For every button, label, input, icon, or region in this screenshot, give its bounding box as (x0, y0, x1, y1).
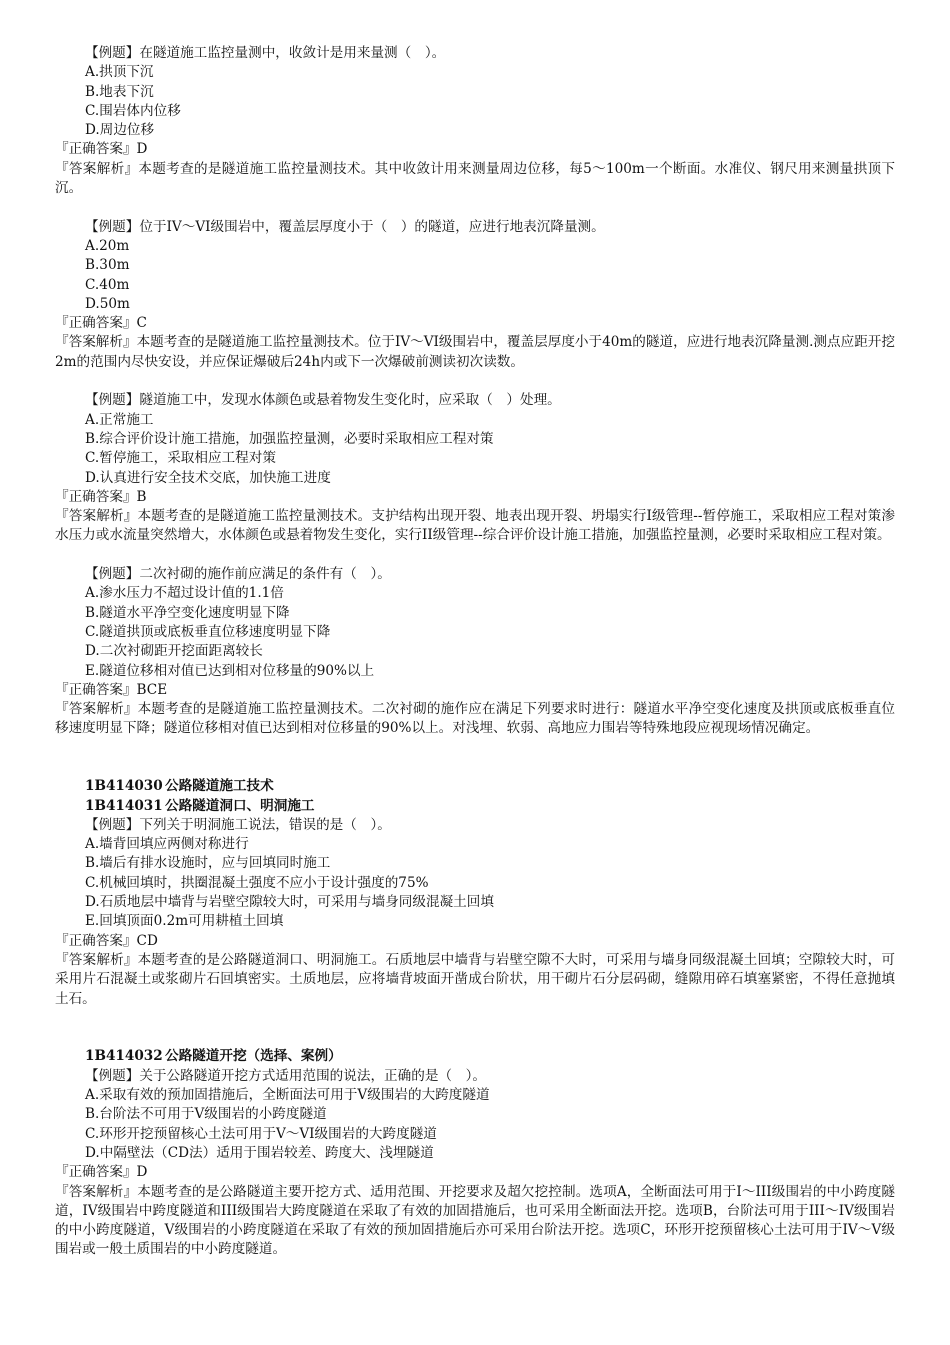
section-title: 公路隧道施工技术 (165, 778, 274, 795)
correct-answer: 『正确答案』B (55, 488, 147, 505)
option-a: A.拱顶下沉 (85, 64, 154, 81)
option-c: C.围岩体内位移 (85, 102, 181, 119)
section-heading (55, 777, 895, 796)
question-stem: 【例题】隧道施工中，发现水体颜色或悬着物发生变化时，应采取（ ）处理。 (85, 392, 561, 409)
option-d: D.认真进行安全技术交底，加快施工进度 (85, 469, 331, 486)
option-d: D.周边位移 (85, 122, 155, 139)
question-block (55, 44, 895, 198)
option-a: A.渗水压力不超过设计值的1.1倍 (85, 585, 284, 602)
option-e: E.隧道位移相对值已达到相对位移量的90%以上 (85, 662, 375, 679)
subsection-title: 公路隧道洞口、明洞施工 (165, 797, 315, 814)
answer-analysis: 『答案解析』本题考查的是公路隧道主要开挖方式、适用范围、开挖要求及超欠挖控制。选项A，全断面法可用于I～III级围岩的中小跨度隧道，IV级围岩中跨度隧道和III级围岩大跨度隧道在采取了有效的加固措施后，也可采用全断面法开挖。选项B，台阶法可用于III～IV级围岩的中小跨度隧道，V级围岩的小跨度隧道在采取了有效的预加固措施后亦可采用台阶法开挖。选项C，环形开挖预留核心土法可用于IV～V级围岩或一般土质围岩的中小跨度隧道。 (55, 1183, 895, 1258)
correct-answer: 『正确答案』D (55, 1164, 148, 1181)
option-d: D.中隔壁法（CD法）适用于围岩较差、跨度大、浅埋隧道 (85, 1144, 434, 1161)
option-b: B.墙后有排水设施时，应与回填同时施工 (85, 855, 331, 872)
option-b: B.隧道水平净空变化速度明显下降 (85, 604, 290, 621)
subsection-title: 公路隧道开挖（选择、案例） (165, 1048, 342, 1065)
answer-analysis: 『答案解析』本题考查的是隧道施工监控量测技术。位于IV～VI级围岩中，覆盖层厚度小于40m的隧道，应进行地表沉降量测.测点应距开挖2m的范围内尽快安设，并应保证爆破后24h内或下一次爆破前测读初次读数。 (55, 334, 895, 370)
option-c: C.机械回填时，拱圈混凝土强度不应小于设计强度的75% (85, 874, 429, 891)
document-page (55, 44, 895, 1260)
option-d: D.石质地层中墙背与岩壁空隙较大时，可采用与墙身同级混凝土回填 (85, 894, 494, 911)
question-block (55, 816, 895, 1009)
option-c: C.暂停施工，采取相应工程对策 (85, 450, 276, 467)
option-a: A.采取有效的预加固措施后，全断面法可用于V级围岩的大跨度隧道 (85, 1087, 490, 1104)
subsection-code: 1B414031 (85, 797, 163, 814)
option-b: B.台阶法不可用于V级围岩的小跨度隧道 (85, 1106, 327, 1123)
option-a: A.墙背回填应两侧对称进行 (85, 836, 249, 853)
option-b: B.综合评价设计施工措施，加强监控量测，必要时采取相应工程对策 (85, 430, 494, 447)
option-e: E.回填顶面0.2m可用耕植土回填 (85, 913, 284, 930)
correct-answer: 『正确答案』D (55, 141, 148, 158)
option-a: A.20m (85, 237, 130, 254)
answer-analysis: 『答案解析』本题考查的是隧道施工监控量测技术。支护结构出现开裂、地表出现开裂、坍塌实行I级管理--暂停施工，采取相应工程对策渗水压力或水流量突然增大，水体颜色或悬着物发生变化，实行II级管理--综合评价设计施工措施，加强监控量测，必要时采取相应工程对策。 (55, 508, 895, 544)
option-b: B.30m (85, 257, 130, 274)
section-code: 1B414030 (85, 778, 163, 795)
question-stem: 【例题】位于IV～VI级围岩中，覆盖层厚度小于（ ）的隧道，应进行地表沉降量测。 (85, 218, 605, 235)
question-block (55, 391, 895, 545)
option-d: D.50m (85, 295, 130, 312)
question-block (55, 218, 895, 372)
option-c: C.隧道拱顶或底板垂直位移速度明显下降 (85, 623, 331, 640)
answer-analysis: 『答案解析』本题考查的是隧道施工监控量测技术。二次衬砌的施作应在满足下列要求时进行：隧道水平净空变化速度及拱顶或底板垂直位移速度明显下降；隧道位移相对值已达到相对位移量的90%以上。对浅埋、软弱、高地应力围岩等特殊地段应视现场情况确定。 (55, 701, 895, 737)
question-stem: 【例题】下列关于明洞施工说法，错误的是（ ）。 (85, 816, 391, 833)
question-block (55, 565, 895, 739)
question-stem: 【例题】二次衬砌的施作前应满足的条件有（ ）。 (85, 566, 391, 583)
subsection-code: 1B414032 (85, 1048, 163, 1065)
option-d: D.二次衬砌距开挖面距离较长 (85, 643, 263, 660)
answer-analysis: 『答案解析』本题考查的是隧道施工监控量测技术。其中收敛计用来测量周边位移，每5～100m一个断面。水准仪、钢尺用来测量拱顶下沉。 (55, 160, 895, 197)
question-stem: 【例题】关于公路隧道开挖方式适用范围的说法，正确的是（ ）。 (85, 1067, 487, 1084)
answer-analysis: 『答案解析』本题考查的是公路隧道洞口、明洞施工。石质地层中墙背与岩壁空隙不大时，可采用与墙身同级混凝土回填；空隙较大时，可采用片石混凝土或浆砌片石回填密实。土质地层，应将墙背坡面开凿成台阶状，用干砌片石分层码砌，缝隙用碎石填塞紧密，不得任意抛填土石。 (55, 951, 895, 1007)
correct-answer: 『正确答案』BCE (55, 681, 168, 698)
subsection-heading (55, 797, 895, 816)
question-stem: 【例题】在隧道施工监控量测中，收敛计是用来量测（ ）。 (85, 45, 446, 61)
option-c: C.40m (85, 276, 130, 293)
option-b: B.地表下沉 (85, 83, 154, 100)
option-a: A.正常施工 (85, 411, 154, 428)
correct-answer: 『正确答案』CD (55, 932, 158, 949)
correct-answer: 『正确答案』C (55, 315, 147, 332)
subsection-heading (55, 1047, 895, 1066)
question-block (55, 1067, 895, 1260)
option-c: C.环形开挖预留核心土法可用于V～VI级围岩的大跨度隧道 (85, 1125, 437, 1142)
